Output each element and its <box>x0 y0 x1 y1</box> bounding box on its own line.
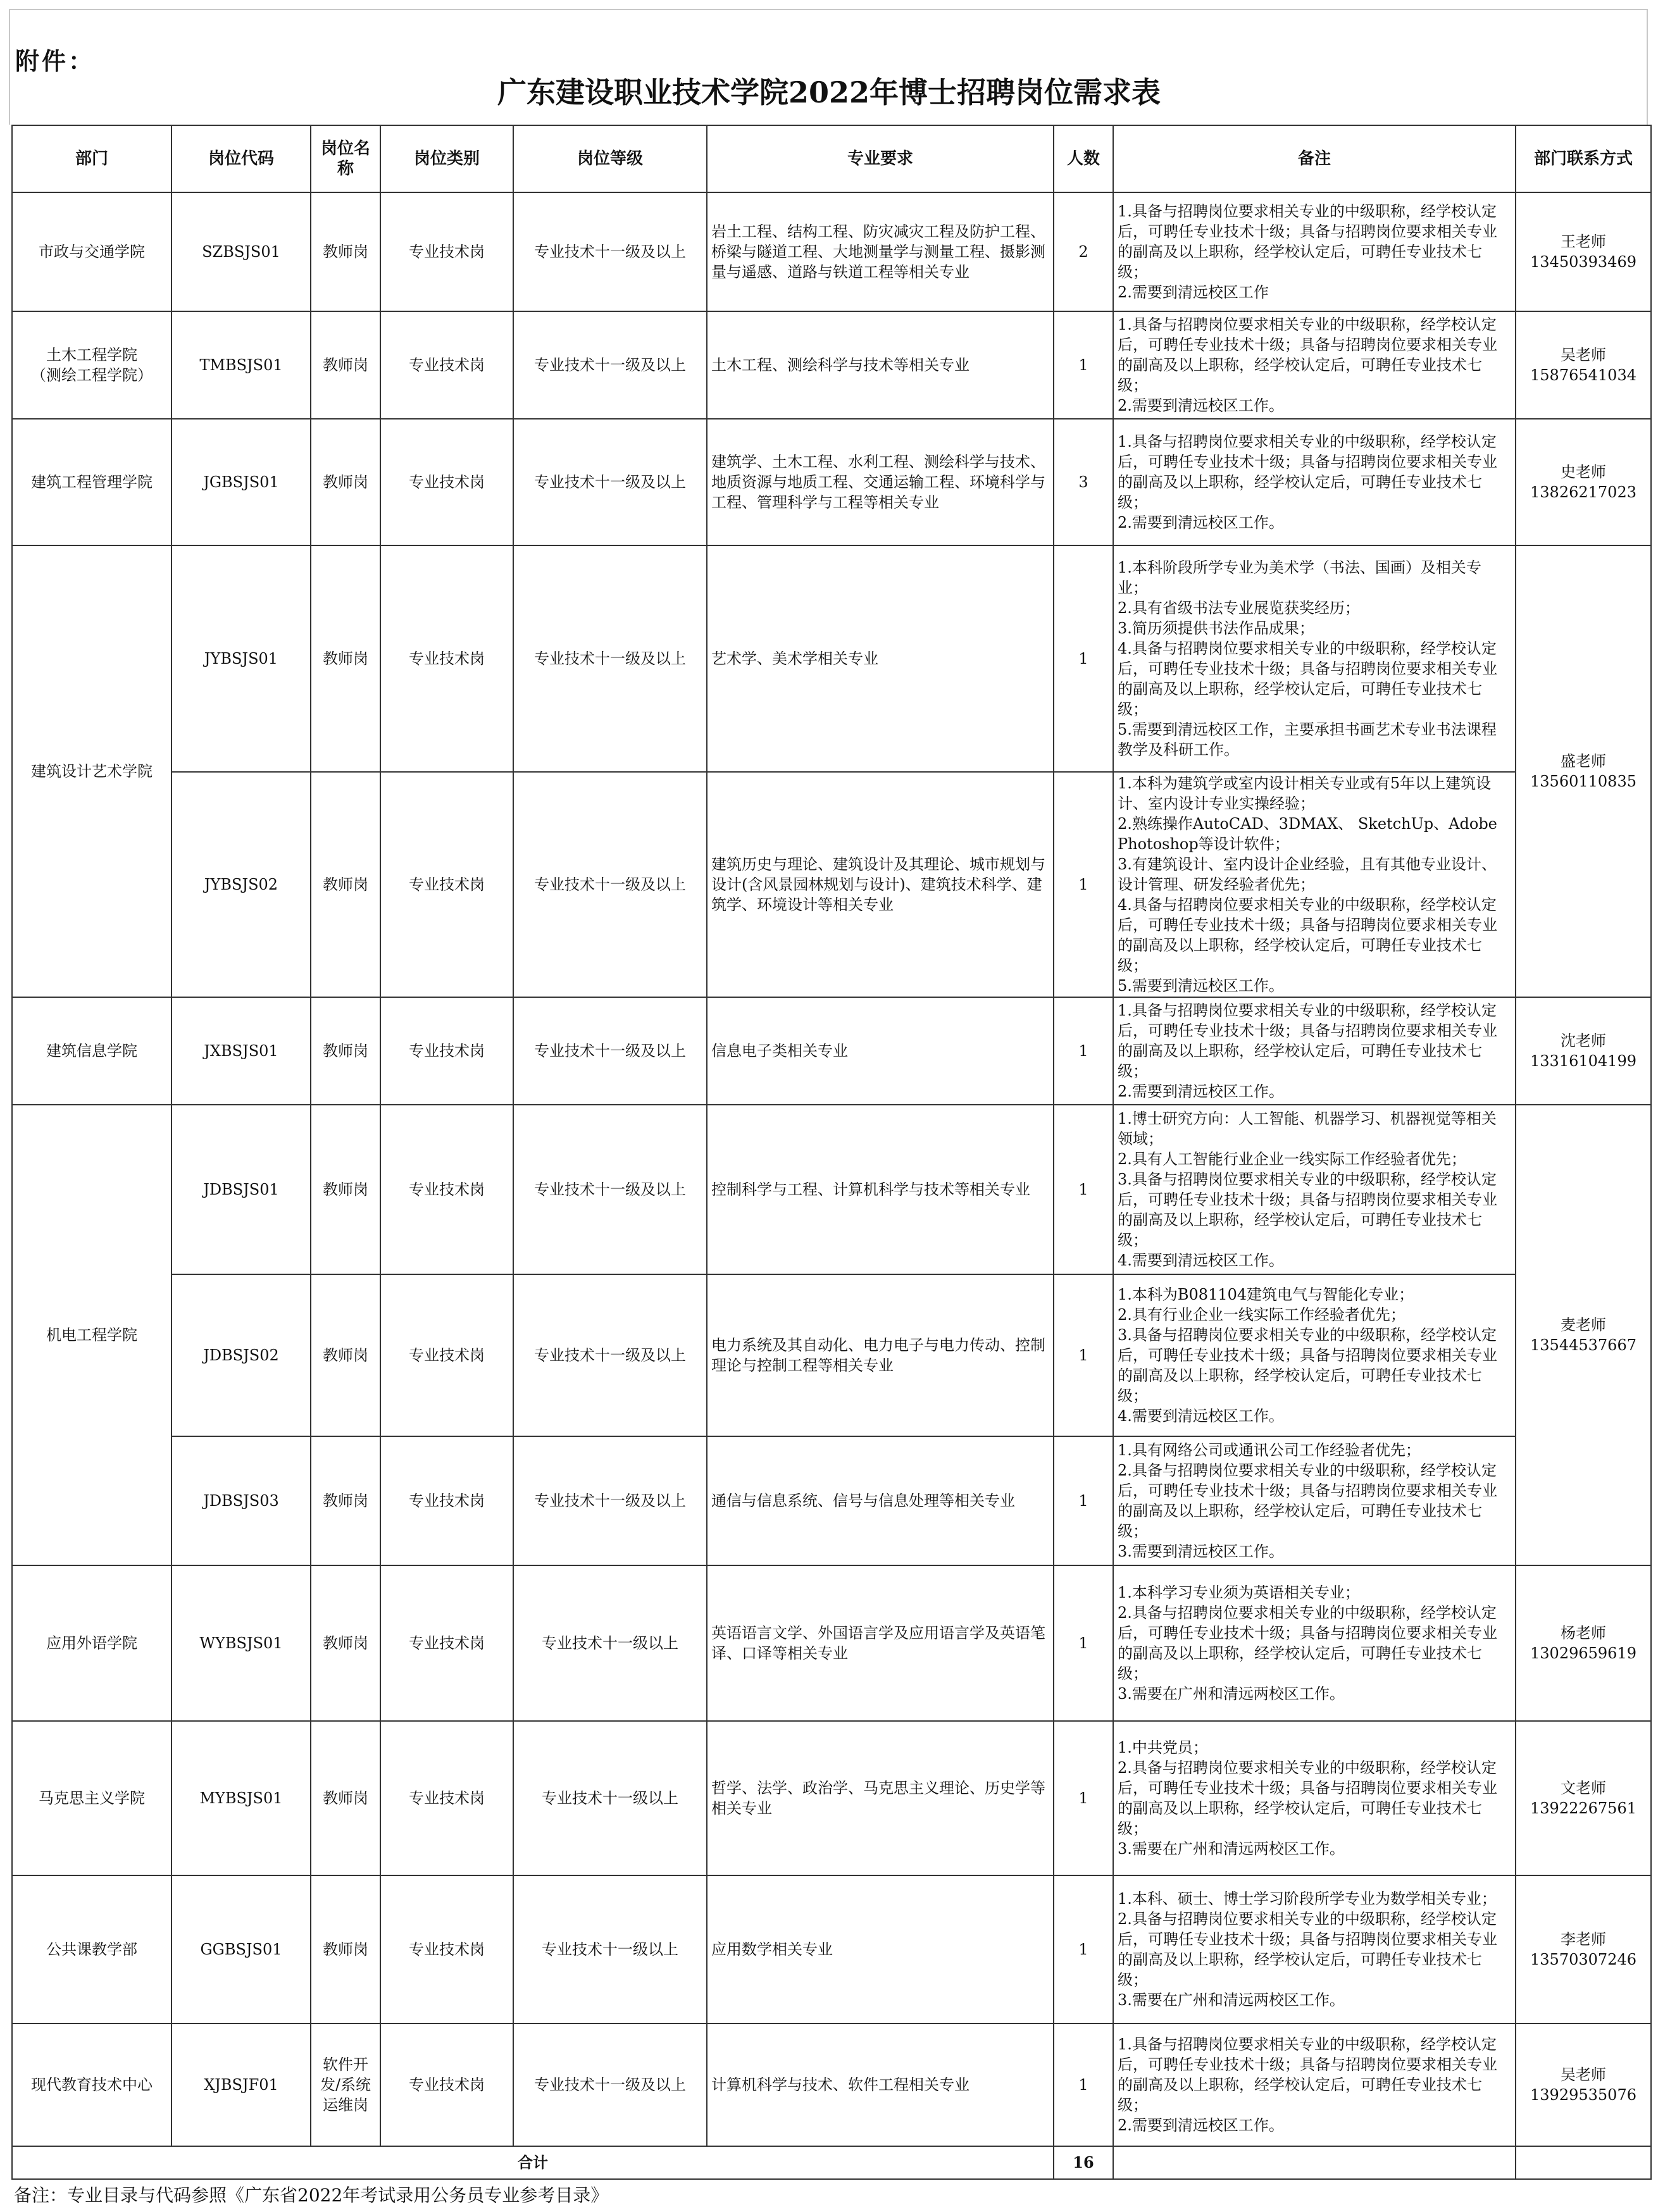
dept-cell: 马克思主义学院 <box>12 1721 171 1875</box>
table-row <box>12 1105 1651 1274</box>
category-cell: 专业技术岗 <box>380 1274 513 1436</box>
category-cell: 专业技术岗 <box>380 1436 513 1565</box>
contact-name: 麦老师 <box>1561 1316 1606 1334</box>
category-cell: 专业技术岗 <box>380 311 513 419</box>
code-cell: GGBSJS01 <box>171 1875 311 2023</box>
count-cell: 1 <box>1054 545 1113 772</box>
recruitment-table <box>11 125 1652 2180</box>
total-remark-empty <box>1113 2146 1516 2179</box>
table-row <box>12 311 1651 419</box>
attachment-label: 附件： <box>15 47 96 75</box>
grade-cell: 专业技术十一级及以上 <box>513 192 707 311</box>
header-dept: 部门 <box>12 125 171 192</box>
contact-cell <box>1516 1721 1651 1875</box>
dept-cell: 建筑信息学院 <box>12 997 171 1105</box>
contact-cell <box>1516 311 1651 419</box>
code-cell: JDBSJS03 <box>171 1436 311 1565</box>
code-cell: JDBSJS01 <box>171 1105 311 1274</box>
category-cell: 专业技术岗 <box>380 419 513 545</box>
contact-name: 文老师 <box>1561 1779 1606 1797</box>
count-cell: 1 <box>1054 997 1113 1105</box>
code-cell: JYBSJS02 <box>171 772 311 997</box>
major-cell: 哲学、法学、政治学、马克思主义理论、历史学等相关专业 <box>707 1721 1054 1875</box>
table-row <box>12 1721 1651 1875</box>
contact-phone: 13560110835 <box>1530 773 1636 790</box>
contact-cell <box>1516 545 1651 997</box>
remark-cell: 1.博士研究方向：人工智能、机器学习、机器视觉等相关领域； 2.具有人工智能行业企业一线实际工作经验者优先； 3.具备与招聘岗位要求相关专业的中级职称，经学校认定后，可聘任专业技术十级；具备与招聘岗位要求相关专业的副高及以上职称，经学校认定后，可聘任专业技术七级； 4.需要到清远校区工作。 <box>1113 1105 1516 1274</box>
total-label: 合计 <box>12 2146 1054 2179</box>
remark-cell: 1.具有网络公司或通讯公司工作经验者优先； 2.具备与招聘岗位要求相关专业的中级职称，经学校认定后，可聘任专业技术十级；具备与招聘岗位要求相关专业的副高及以上职称，经学校认定后，可聘任专业技术七级； 3.需要到清远校区工作。 <box>1113 1436 1516 1565</box>
grade-cell: 专业技术十一级及以上 <box>513 311 707 419</box>
table-row <box>12 1565 1651 1721</box>
contact-phone: 13450393469 <box>1530 253 1636 271</box>
contact-name: 李老师 <box>1561 1930 1606 1948</box>
remark-cell: 1.具备与招聘岗位要求相关专业的中级职称，经学校认定后，可聘任专业技术十级；具备与招聘岗位要求相关专业的副高及以上职称，经学校认定后，可聘任专业技术七级； 2.需要到清远校区工作。 <box>1113 311 1516 419</box>
table-row <box>12 2023 1651 2146</box>
name-cell: 教师岗 <box>311 772 380 997</box>
count-cell: 1 <box>1054 1875 1113 2023</box>
contact-name: 沈老师 <box>1561 1032 1606 1050</box>
header-name: 岗位名称 <box>311 125 380 192</box>
contact-cell <box>1516 192 1651 311</box>
name-cell: 教师岗 <box>311 311 380 419</box>
table-row <box>12 545 1651 772</box>
grade-cell: 专业技术十一级以上 <box>513 1565 707 1721</box>
category-cell: 专业技术岗 <box>380 192 513 311</box>
count-cell: 1 <box>1054 1274 1113 1436</box>
grade-cell: 专业技术十一级及以上 <box>513 419 707 545</box>
page-title: 广东建设职业技术学院2022年博士招聘岗位需求表 <box>497 75 1161 109</box>
name-cell: 教师岗 <box>311 1436 380 1565</box>
name-cell: 教师岗 <box>311 419 380 545</box>
grade-cell: 专业技术十一级及以上 <box>513 1436 707 1565</box>
total-row <box>12 2146 1651 2179</box>
code-cell: WYBSJS01 <box>171 1565 311 1721</box>
grade-cell: 专业技术十一级及以上 <box>513 2023 707 2146</box>
header-code: 岗位代码 <box>171 125 311 192</box>
contact-name: 王老师 <box>1561 233 1606 251</box>
header-category: 岗位类别 <box>380 125 513 192</box>
contact-name: 吴老师 <box>1561 2066 1606 2084</box>
contact-phone: 13570307246 <box>1530 1951 1636 1968</box>
name-cell: 教师岗 <box>311 192 380 311</box>
contact-phone: 13316104199 <box>1530 1052 1636 1070</box>
major-cell: 土木工程、测绘科学与技术等相关专业 <box>707 311 1054 419</box>
count-cell: 1 <box>1054 311 1113 419</box>
dept-cell: 机电工程学院 <box>12 1105 171 1565</box>
contact-phone: 13826217023 <box>1530 483 1636 501</box>
grade-cell: 专业技术十一级及以上 <box>513 545 707 772</box>
dept-cell: 应用外语学院 <box>12 1565 171 1721</box>
contact-cell <box>1516 1105 1651 1565</box>
contact-name: 史老师 <box>1561 463 1606 481</box>
total-count: 16 <box>1054 2146 1113 2179</box>
table-row <box>12 772 1651 997</box>
header-contact: 部门联系方式 <box>1516 125 1651 192</box>
remark-cell: 1.本科学习专业须为英语相关专业； 2.具备与招聘岗位要求相关专业的中级职称，经学校认定后，可聘任专业技术十级；具备与招聘岗位要求相关专业的副高及以上职称，经学校认定后，可聘任专业技术七级； 3.需要在广州和清远两校区工作。 <box>1113 1565 1516 1721</box>
major-cell: 建筑历史与理论、建筑设计及其理论、城市规划与设计(含风景园林规划与设计)、建筑技术科学、建筑学、环境设计等相关专业 <box>707 772 1054 997</box>
grade-cell: 专业技术十一级及以上 <box>513 772 707 997</box>
remark-cell: 1.具备与招聘岗位要求相关专业的中级职称，经学校认定后，可聘任专业技术十级；具备与招聘岗位要求相关专业的副高及以上职称，经学校认定后，可聘任专业技术七级； 2.需要到清远校区工作。 <box>1113 2023 1516 2146</box>
total-contact-empty <box>1516 2146 1651 2179</box>
name-cell: 教师岗 <box>311 545 380 772</box>
contact-phone: 13029659619 <box>1530 1644 1636 1662</box>
dept-cell: 土木工程学院 （测绘工程学院） <box>12 311 171 419</box>
major-cell: 通信与信息系统、信号与信息处理等相关专业 <box>707 1436 1054 1565</box>
remark-cell: 1.中共党员； 2.具备与招聘岗位要求相关专业的中级职称，经学校认定后，可聘任专业技术十级；具备与招聘岗位要求相关专业的副高及以上职称，经学校认定后，可聘任专业技术七级； 3.需要在广州和清远两校区工作。 <box>1113 1721 1516 1875</box>
code-cell: JXBSJS01 <box>171 997 311 1105</box>
remark-cell: 1.本科为B081104建筑电气与智能化专业； 2.具有行业企业一线实际工作经验者优先； 3.具备与招聘岗位要求相关专业的中级职称，经学校认定后，可聘任专业技术十级；具备与招聘岗位要求相关专业的副高及以上职称，经学校认定后，可聘任专业技术七级； 4.需要到清远校区工作。 <box>1113 1274 1516 1436</box>
remark-cell: 1.具备与招聘岗位要求相关专业的中级职称，经学校认定后，可聘任专业技术十级；具备与招聘岗位要求相关专业的副高及以上职称，经学校认定后，可聘任专业技术七级； 2.需要到清远校区工作。 <box>1113 419 1516 545</box>
major-cell: 电力系统及其自动化、电力电子与电力传动、控制理论与控制工程等相关专业 <box>707 1274 1054 1436</box>
code-cell: MYBSJS01 <box>171 1721 311 1875</box>
major-cell: 艺术学、美术学相关专业 <box>707 545 1054 772</box>
category-cell: 专业技术岗 <box>380 1721 513 1875</box>
header-grade: 岗位等级 <box>513 125 707 192</box>
count-cell: 1 <box>1054 772 1113 997</box>
code-cell: JDBSJS02 <box>171 1274 311 1436</box>
name-cell: 教师岗 <box>311 1565 380 1721</box>
dept-cell: 公共课教学部 <box>12 1875 171 2023</box>
contact-cell <box>1516 1565 1651 1721</box>
remark-cell: 1.本科、硕士、博士学习阶段所学专业为数学相关专业； 2.具备与招聘岗位要求相关专业的中级职称，经学校认定后，可聘任专业技术十级；具备与招聘岗位要求相关专业的副高及以上职称，经学校认定后，可聘任专业技术七级； 3.需要在广州和清远两校区工作。 <box>1113 1875 1516 2023</box>
major-cell: 英语语言文学、外国语言学及应用语言学及英语笔译、口译等相关专业 <box>707 1565 1054 1721</box>
contact-name: 吴老师 <box>1561 346 1606 364</box>
category-cell: 专业技术岗 <box>380 772 513 997</box>
category-cell: 专业技术岗 <box>380 545 513 772</box>
major-cell: 信息电子类相关专业 <box>707 997 1054 1105</box>
table-row <box>12 1274 1651 1436</box>
contact-cell <box>1516 419 1651 545</box>
remark-cell: 1.本科阶段所学专业为美术学（书法、国画）及相关专业； 2.具有省级书法专业展览获奖经历； 3.简历须提供书法作品成果； 4.具备与招聘岗位要求相关专业的中级职称，经学校认定后，可聘任专业技术十级；具备与招聘岗位要求相关专业的副高及以上职称，经学校认定后，可聘任专业技术七级； 5.需要到清远校区工作，主要承担书画艺术专业书法课程教学及科研工作。 <box>1113 545 1516 772</box>
category-cell: 专业技术岗 <box>380 1565 513 1721</box>
name-cell: 软件开发/系统运维岗 <box>311 2023 380 2146</box>
contact-phone: 15876541034 <box>1530 366 1636 384</box>
contact-phone: 13544537667 <box>1530 1336 1636 1354</box>
grade-cell: 专业技术十一级及以上 <box>513 997 707 1105</box>
dept-cell: 建筑工程管理学院 <box>12 419 171 545</box>
category-cell: 专业技术岗 <box>380 2023 513 2146</box>
header-major: 专业要求 <box>707 125 1054 192</box>
grade-cell: 专业技术十一级以上 <box>513 1875 707 2023</box>
code-cell: TMBSJS01 <box>171 311 311 419</box>
remark-cell: 1.本科为建筑学或室内设计相关专业或有5年以上建筑设计、室内设计专业实操经验； 2.熟练操作AutoCAD、3DMAX、 SketchUp、Adobe Photoshop等设计软件； 3.有建筑设计、室内设计企业经验，且有其他专业设计、设计管理、研发经验者优先； 4.具备与招聘岗位要求相关专业的中级职称，经学校认定后，可聘任专业技术十级；具备与招聘岗位要求相关专业的副高及以上职称，经学校认定后，可聘任专业技术七级； 5.需要到清远校区工作。 <box>1113 772 1516 997</box>
contact-phone: 13922267561 <box>1530 1799 1636 1817</box>
name-cell: 教师岗 <box>311 1721 380 1875</box>
contact-phone: 13929535076 <box>1530 2086 1636 2104</box>
name-cell: 教师岗 <box>311 1875 380 2023</box>
name-cell: 教师岗 <box>311 997 380 1105</box>
contact-name: 盛老师 <box>1561 752 1606 770</box>
count-cell: 1 <box>1054 1721 1113 1875</box>
code-cell: XJBSJF01 <box>171 2023 311 2146</box>
count-cell: 1 <box>1054 1105 1113 1274</box>
contact-cell <box>1516 1875 1651 2023</box>
count-cell: 3 <box>1054 419 1113 545</box>
table-row <box>12 997 1651 1105</box>
table-row <box>12 1436 1651 1565</box>
grade-cell: 专业技术十一级及以上 <box>513 1105 707 1274</box>
dept-cell: 市政与交通学院 <box>12 192 171 311</box>
table-row <box>12 192 1651 311</box>
code-cell: JYBSJS01 <box>171 545 311 772</box>
major-cell: 控制科学与工程、计算机科学与技术等相关专业 <box>707 1105 1054 1274</box>
header-count: 人数 <box>1054 125 1113 192</box>
name-cell: 教师岗 <box>311 1274 380 1436</box>
category-cell: 专业技术岗 <box>380 997 513 1105</box>
table-row <box>12 419 1651 545</box>
remark-cell: 1.具备与招聘岗位要求相关专业的中级职称，经学校认定后，可聘任专业技术十级；具备与招聘岗位要求相关专业的副高及以上职称，经学校认定后，可聘任专业技术七级； 2.需要到清远校区工作 <box>1113 192 1516 311</box>
major-cell: 应用数学相关专业 <box>707 1875 1054 2023</box>
count-cell: 2 <box>1054 192 1113 311</box>
major-cell: 岩土工程、结构工程、防灾减灾工程及防护工程、桥梁与隧道工程、大地测量学与测量工程、摄影测量与遥感、道路与铁道工程等相关专业 <box>707 192 1054 311</box>
contact-name: 杨老师 <box>1561 1624 1606 1642</box>
remark-cell: 1.具备与招聘岗位要求相关专业的中级职称，经学校认定后，可聘任专业技术十级；具备与招聘岗位要求相关专业的副高及以上职称，经学校认定后，可聘任专业技术七级； 2.需要到清远校区工作。 <box>1113 997 1516 1105</box>
footnote: 备注：专业目录与代码参照《广东省2022年考试录用公务员专业参考目录》 <box>14 2185 609 2206</box>
grade-cell: 专业技术十一级以上 <box>513 1721 707 1875</box>
code-cell: JGBSJS01 <box>171 419 311 545</box>
header-remark: 备注 <box>1113 125 1516 192</box>
major-cell: 建筑学、土木工程、水利工程、测绘科学与技术、地质资源与地质工程、交通运输工程、环境科学与工程、管理科学与工程等相关专业 <box>707 419 1054 545</box>
dept-cell: 建筑设计艺术学院 <box>12 545 171 997</box>
table-row <box>12 1875 1651 2023</box>
count-cell: 1 <box>1054 1565 1113 1721</box>
count-cell: 1 <box>1054 2023 1113 2146</box>
major-cell: 计算机科学与技术、软件工程相关专业 <box>707 2023 1054 2146</box>
name-cell: 教师岗 <box>311 1105 380 1274</box>
count-cell: 1 <box>1054 1436 1113 1565</box>
category-cell: 专业技术岗 <box>380 1105 513 1274</box>
header-row <box>12 125 1651 192</box>
contact-cell <box>1516 2023 1651 2146</box>
dept-cell: 现代教育技术中心 <box>12 2023 171 2146</box>
contact-cell <box>1516 997 1651 1105</box>
code-cell: SZBSJS01 <box>171 192 311 311</box>
category-cell: 专业技术岗 <box>380 1875 513 2023</box>
grade-cell: 专业技术十一级及以上 <box>513 1274 707 1436</box>
